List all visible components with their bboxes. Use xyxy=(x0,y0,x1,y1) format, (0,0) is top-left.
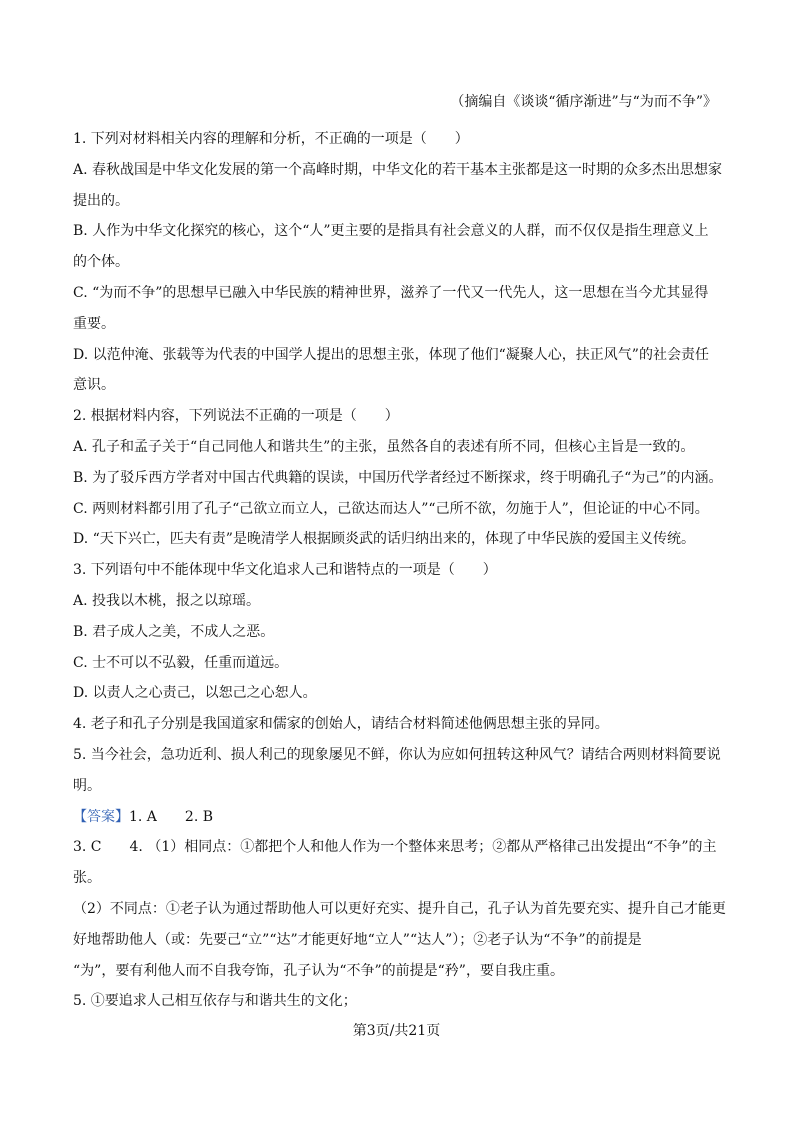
question-1-option-c: C. “为而不争”的思想早已融入中华民族的精神世界，滋养了一代又一代先人，这一思想在当今尤其显得 xyxy=(73,284,709,301)
question-1-option-d-cont: 意识。 xyxy=(73,377,115,394)
answer-line-7: 5. ①要追求人己相互依存与和谐共生的文化； xyxy=(73,993,357,1010)
answer-line-4: （2）不同点：①老子认为通过帮助他人可以更好充实、提升自己，孔子认为首先要充实、提升自己才能更 xyxy=(73,900,726,917)
question-1-option-d: D. 以范仲淹、张载等为代表的中国学人提出的思想主张，体现了他们“凝聚人心，扶正风气”的社会责任 xyxy=(73,346,709,363)
question-3-option-c: C. 士不可以不弘毅，任重而道远。 xyxy=(73,654,289,671)
question-3-stem: 3. 下列语句中不能体现中华文化追求人己和谐特点的一项是（ ） xyxy=(73,562,497,579)
question-4 xyxy=(73,709,733,740)
question-1-option-c-cont: 重要。 xyxy=(73,315,115,332)
question-3 xyxy=(73,555,733,709)
question-2-option-a: A. 孔子和孟子关于“自己同他人和谐共生”的主张，虽然各自的表述有所不同，但核心主旨是一致的。 xyxy=(73,438,695,455)
question-3-option-d: D. 以责人之心责己，以恕己之心恕人。 xyxy=(73,685,317,702)
question-2-stem: 2. 根据材料内容，下列说法不正确的一项是（ ） xyxy=(73,408,399,425)
answer-line-5: 好地帮助他人（或：先要己“立”“达”才能更好地“立人”“达人”）；②老子认为“不争”的前提是 xyxy=(73,931,642,948)
question-1-option-b-cont: 的个体。 xyxy=(73,254,129,271)
question-1-option-a: A. 春秋战国是中华文化发展的第一个高峰时期，中华文化的若干基本主张都是这一时期的众多杰出思想家 xyxy=(73,161,723,178)
question-2-option-c: C. 两则材料都引用了孔子“己欲立而立人，己欲达而达人”“己所不欲，勿施于人”，但论证的中心不同。 xyxy=(73,500,709,517)
answer-line-2: 3. C 4. （1）相同点：①都把个人和他人作为一个整体来思考；②都从严格律己出发提出“不争”的主 xyxy=(73,839,717,856)
question-2-option-d: D. “天下兴亡，匹夫有责”是晚清学人根据顾炎武的话归纳出来的，体现了中华民族的爱国主义传统。 xyxy=(73,531,695,548)
answer-section xyxy=(73,802,733,1018)
question-5-stem-cont: 明。 xyxy=(73,777,101,794)
question-1-stem: 1. 下列对材料相关内容的理解和分析，不正确的一项是（ ） xyxy=(73,131,469,147)
answer-line-3: 张。 xyxy=(73,870,101,887)
question-content xyxy=(73,124,733,1017)
page-footer: 第3页/共21页 xyxy=(352,1023,441,1039)
question-1 xyxy=(73,124,733,401)
question-3-option-a: A. 投我以木桃，报之以琼瑶。 xyxy=(73,592,261,609)
answer-1-2: 1. A 2. B xyxy=(129,808,214,825)
answer-line-6: “为”，要有利他人而不自我夸饰，孔子认为“不争”的前提是“矜”，要自我庄重。 xyxy=(73,962,564,979)
question-5-stem: 5. 当今社会，急功近利、损人利己的现象屡见不鲜，你认为应如何扭转这种风气？请结合两则材料简要说 xyxy=(73,746,721,763)
question-5 xyxy=(73,740,733,802)
question-2-option-b: B. 为了驳斥西方学者对中国古代典籍的误读，中国历代学者经过不断探求，终于明确孔子“为己”的内涵。 xyxy=(73,469,723,486)
question-4-stem: 4. 老子和孔子分别是我国道家和儒家的创始人，请结合材料简述他俩思想主张的异同。 xyxy=(73,716,609,733)
question-3-option-b: B. 君子成人之美，不成人之恶。 xyxy=(73,623,275,640)
answer-line-1 xyxy=(73,802,733,833)
question-1-option-b: B. 人作为中华文化探究的核心，这个“人”更主要的是指具有社会意义的人群，而不仅仅是指生理意义上 xyxy=(73,223,709,240)
question-2 xyxy=(73,401,733,555)
answer-tag: 【答案】 xyxy=(73,808,129,825)
source-note: （摘编自《谈谈“循序渐进”与“为而不争”》 xyxy=(450,94,717,110)
question-1-option-a-cont: 提出的。 xyxy=(73,192,129,209)
